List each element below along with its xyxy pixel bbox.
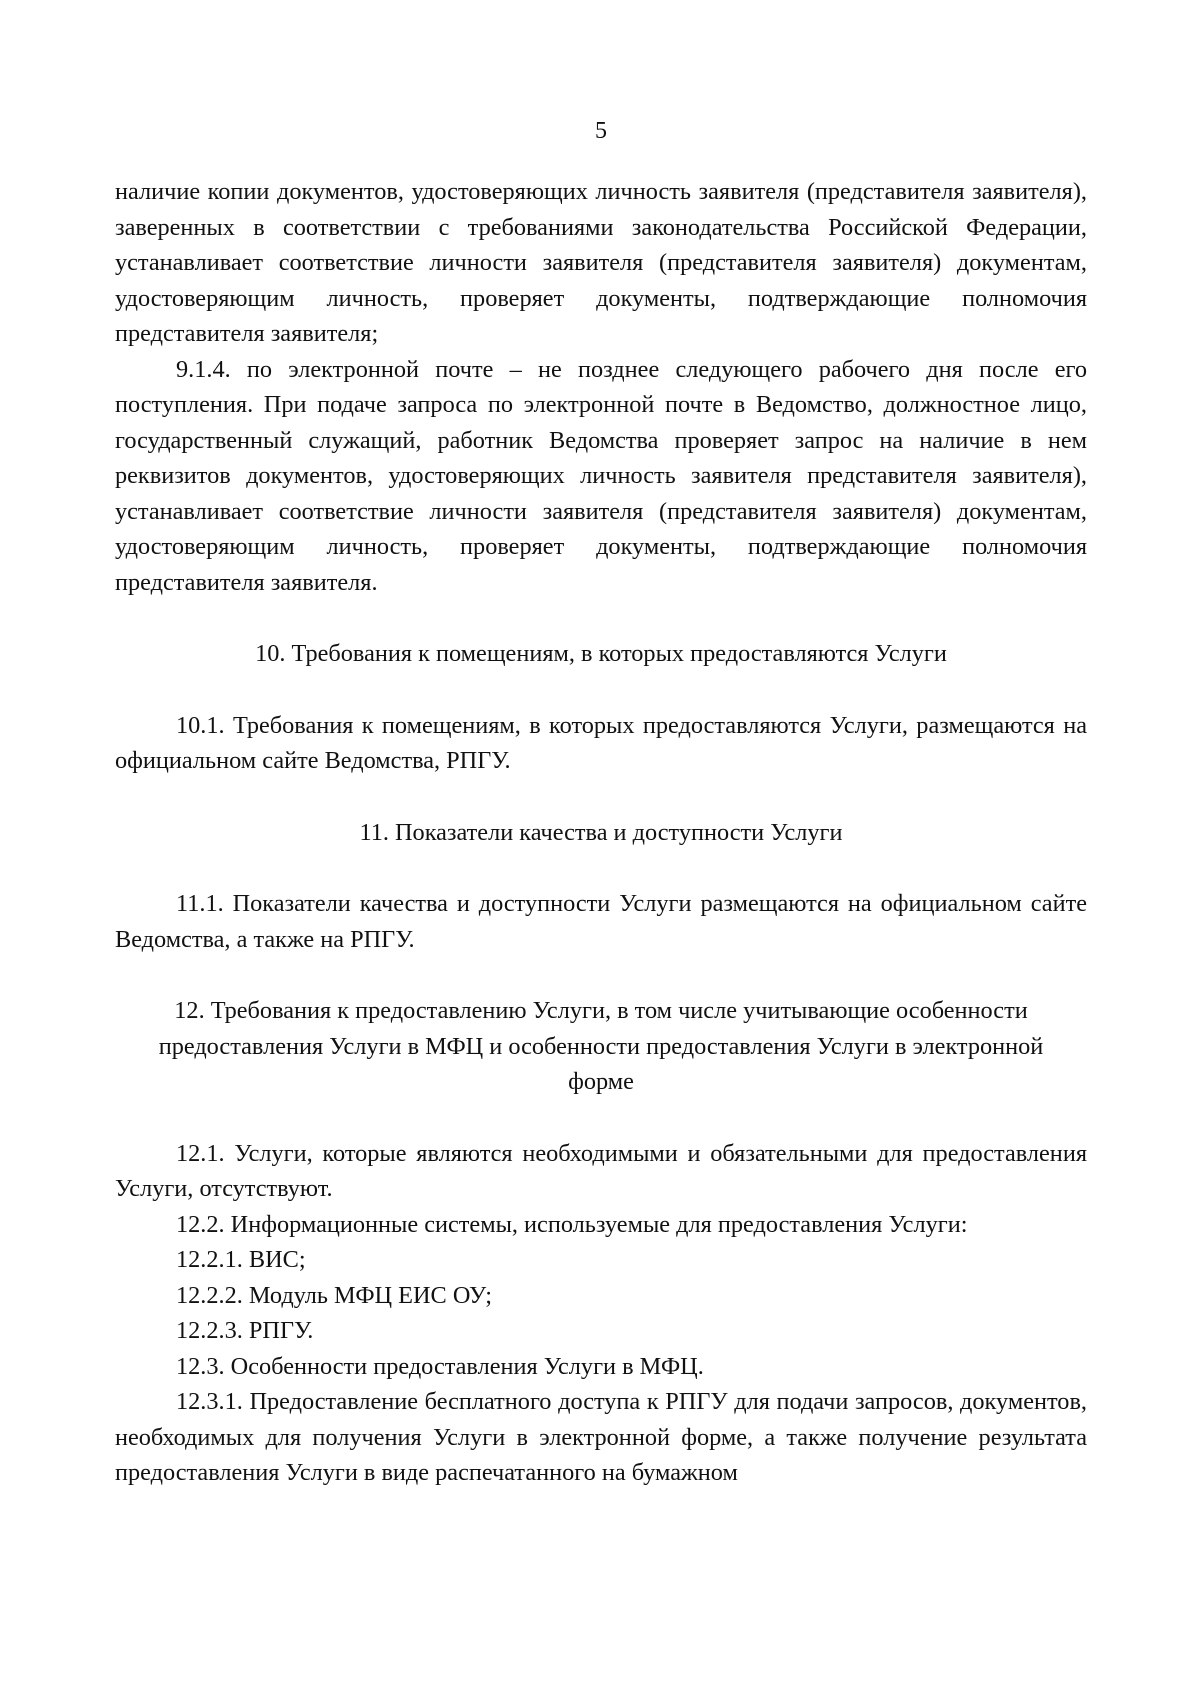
paragraph-12-3: 12.3. Особенности предоставления Услуги в МФЦ.: [176, 1352, 704, 1380]
document-body: [115, 174, 1087, 1491]
paragraph-9-1-4: 9.1.4. по электронной почте – не позднее следующего рабочего дня после его поступления. При подаче запроса по электронной почте в Ведомство, должностное лицо, государственный служащий, работник Ведомства проверяет запрос на наличие в нем реквизитов документов, удостоверяющих личность заявителя представителя заявителя), устанавливает соответствие личности заявителя (представителя заявителя) документам, удостоверяющим личность, проверяет документы, подтверждающие полномочия представителя заявителя.: [115, 355, 1087, 596]
paragraph-12-2-2: 12.2.2. Модуль МФЦ ЕИС ОУ;: [176, 1281, 493, 1309]
paragraph-10-1: 10.1. Требования к помещениям, в которых предоставляются Услуги, размещаются на официальном сайте Ведомства, РПГУ.: [115, 711, 1087, 774]
page-number: 5: [595, 118, 607, 144]
paragraph-12-2: 12.2. Информационные системы, используемые для предоставления Услуги:: [176, 1210, 968, 1238]
paragraph-12-2-3: 12.2.3. РПГУ.: [176, 1317, 314, 1344]
section-11-heading: 11. Показатели качества и доступности Услуги: [359, 818, 843, 846]
paragraph-11-1: 11.1. Показатели качества и доступности Услуги размещаются на официальном сайте Ведомства, а также на РПГУ.: [115, 890, 1087, 953]
paragraph-12-3-1: 12.3.1. Предоставление бесплатного доступа к РПГУ для подачи запросов, документов, необходимых для получения Услуги в электронной форме, а также получение результата предоставления Услуги в виде распечатанного на бумажном: [115, 1388, 1087, 1486]
section-10-heading: 10. Требования к помещениям, в которых предоставляются Услуги: [255, 640, 947, 667]
paragraph-12-2-1: 12.2.1. ВИС;: [176, 1246, 306, 1273]
paragraph-12-1: 12.1. Услуги, которые являются необходимыми и обязательными для предоставления Услуги, отсутствуют.: [115, 1139, 1087, 1202]
paragraph-identity-check: наличие копии документов, удостоверяющих личность заявителя (представителя заявителя), заверенных в соответствии с требованиями законодательства Российской Федерации, устанавливает соответствие личности заявителя (представителя заявителя) документам, удостоверяющим личность, проверяет документы, подтверждающие полномочия представителя заявителя;: [115, 178, 1087, 347]
section-12-heading: 12. Требования к предоставлению Услуги, в том числе учитывающие особенности предоставления Услуги в МФЦ и особенности предоставления Услуги в электронной форме: [158, 997, 1044, 1095]
